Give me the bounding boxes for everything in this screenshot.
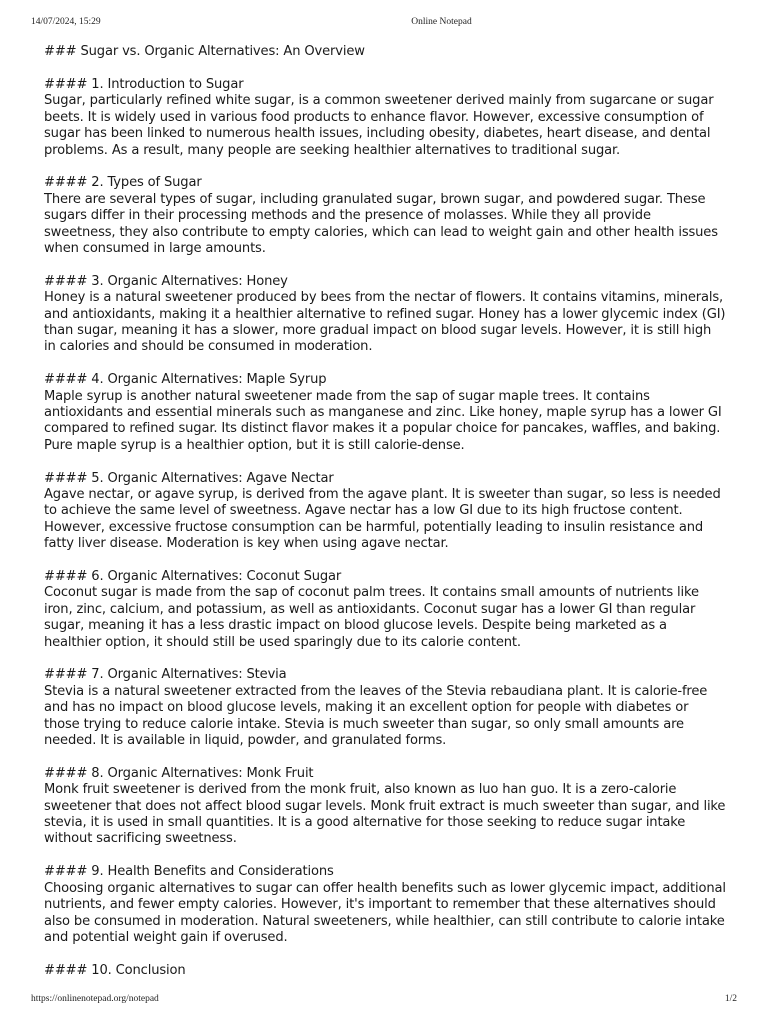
section-body: Stevia is a natural sweetener extracted from the leaves of the Stevia rebaudiana plant. It is calorie-free and has no impact on blood glucose levels, making it an excellent option for people with diabetes or those trying to reduce calorie intake. Stevia is much sweeter than sugar, so only small amounts are needed. It is available in liquid, powder, and granulated forms. — [44, 683, 708, 749]
section-heading: #### 2. Types of Sugar — [44, 175, 202, 191]
document-title: ### Sugar vs. Organic Alternatives: An Overview — [44, 44, 365, 59]
section-body: Sugar, particularly refined white sugar, is a common sweetener derived mainly from sugarcane or sugar beets. It is widely used in various food products to enhance flavor. However, excessive consumption of sugar has been linked to numerous health issues, including obesity, diabetes, heart disease, and dental problems. As a result, many people are seeking healthier alternatives to traditional sugar. — [44, 93, 714, 158]
print-page-title: Online Notepad — [411, 17, 472, 27]
section-heading: #### 5. Organic Alternatives: Agave Nectar — [44, 470, 334, 486]
section-body: Agave nectar, or agave syrup, is derived from the agave plant. It is sweeter than sugar, so less is needed to achieve the same level of sweetness. Agave nectar has a low GI due to its high fructose content. However, excessive fructose consumption can be harmful, potentially leading to insulin resistance and fatty liver disease. Moderation is key when using agave nectar. — [44, 487, 721, 552]
section-body: Choosing organic alternatives to sugar can offer health benefits such as lower glycemic impact, additional nutrients, and fewer empty calories. However, it's important to remember that these alternatives should also be consumed in moderation. Natural sweeteners, while healthier, can still contribute to calorie intake and potential weight gain if overused. — [44, 880, 726, 945]
print-footer — [0, 994, 768, 1006]
section-introduction — [44, 77, 726, 159]
print-page-number: 1/2 — [724, 994, 737, 1004]
section-monk-fruit — [44, 766, 726, 848]
section-health-benefits — [44, 864, 726, 946]
section-body: Honey is a natural sweetener produced by bees from the nectar of flowers. It contains vitamins, minerals, and antioxidants, making it a healthier alternative to refined sugar. Honey has a lower glycemic index (GI) than sugar, meaning it has a slower, more gradual impact on blood sugar levels. However, it is still high in calories and should be consumed in moderation. — [44, 290, 726, 355]
section-honey — [44, 274, 726, 356]
section-heading: #### 3. Organic Alternatives: Honey — [44, 273, 288, 289]
section-coconut-sugar — [44, 569, 726, 651]
section-heading: #### 4. Organic Alternatives: Maple Syrup — [44, 372, 327, 388]
section-types-of-sugar — [44, 175, 726, 257]
section-heading: #### 6. Organic Alternatives: Coconut Sugar — [44, 569, 342, 585]
section-body: Maple syrup is another natural sweetener made from the sap of sugar maple trees. It contains antioxidants and essential minerals such as manganese and zinc. Like honey, maple syrup has a lower GI compared to refined sugar. Its distinct flavor makes it a popular choice for pancakes, waffles, and baking. Pure maple syrup is a healthier option, but it is still calorie-dense. — [44, 388, 722, 453]
section-body: Coconut sugar is made from the sap of coconut palm trees. It contains small amounts of nutrients like iron, zinc, calcium, and potassium, as well as antioxidants. Coconut sugar has a lower GI than regular sugar, meaning it has a less drastic impact on blood glucose levels. Despite being marketed as a healthier option, it should still be used sparingly due to its calorie content. — [44, 585, 699, 650]
section-maple-syrup — [44, 372, 726, 454]
section-conclusion — [44, 963, 726, 979]
section-agave-nectar — [44, 471, 726, 553]
section-heading: #### 10. Conclusion — [44, 962, 186, 978]
section-heading: #### 8. Organic Alternatives: Monk Fruit — [44, 765, 314, 781]
section-heading: #### 1. Introduction to Sugar — [44, 76, 244, 92]
section-body: There are several types of sugar, including granulated sugar, brown sugar, and powdered sugar. These sugars differ in their processing methods and the presence of molasses. While they all provide sweetness, they also contribute to empty calories, which can lead to weight gain and other health issues when consumed in large amounts. — [44, 191, 718, 256]
section-heading: #### 9. Health Benefits and Considerations — [44, 864, 334, 880]
section-stevia — [44, 667, 726, 749]
section-body: Monk fruit sweetener is derived from the monk fruit, also known as luo han guo. It is a zero-calorie sweetener that does not affect blood sugar levels. Monk fruit extract is much sweeter than sugar, and like stevia, it is used in small quantities. It is a good alternative for those seeking to reduce sugar intake without sacrificing sweetness. — [44, 782, 726, 847]
document-content — [44, 44, 726, 996]
print-header — [0, 17, 768, 29]
print-timestamp: 14/07/2024, 15:29 — [31, 17, 101, 27]
section-heading: #### 7. Organic Alternatives: Stevia — [44, 667, 287, 683]
print-url: https://onlinenotepad.org/notepad — [31, 994, 159, 1004]
